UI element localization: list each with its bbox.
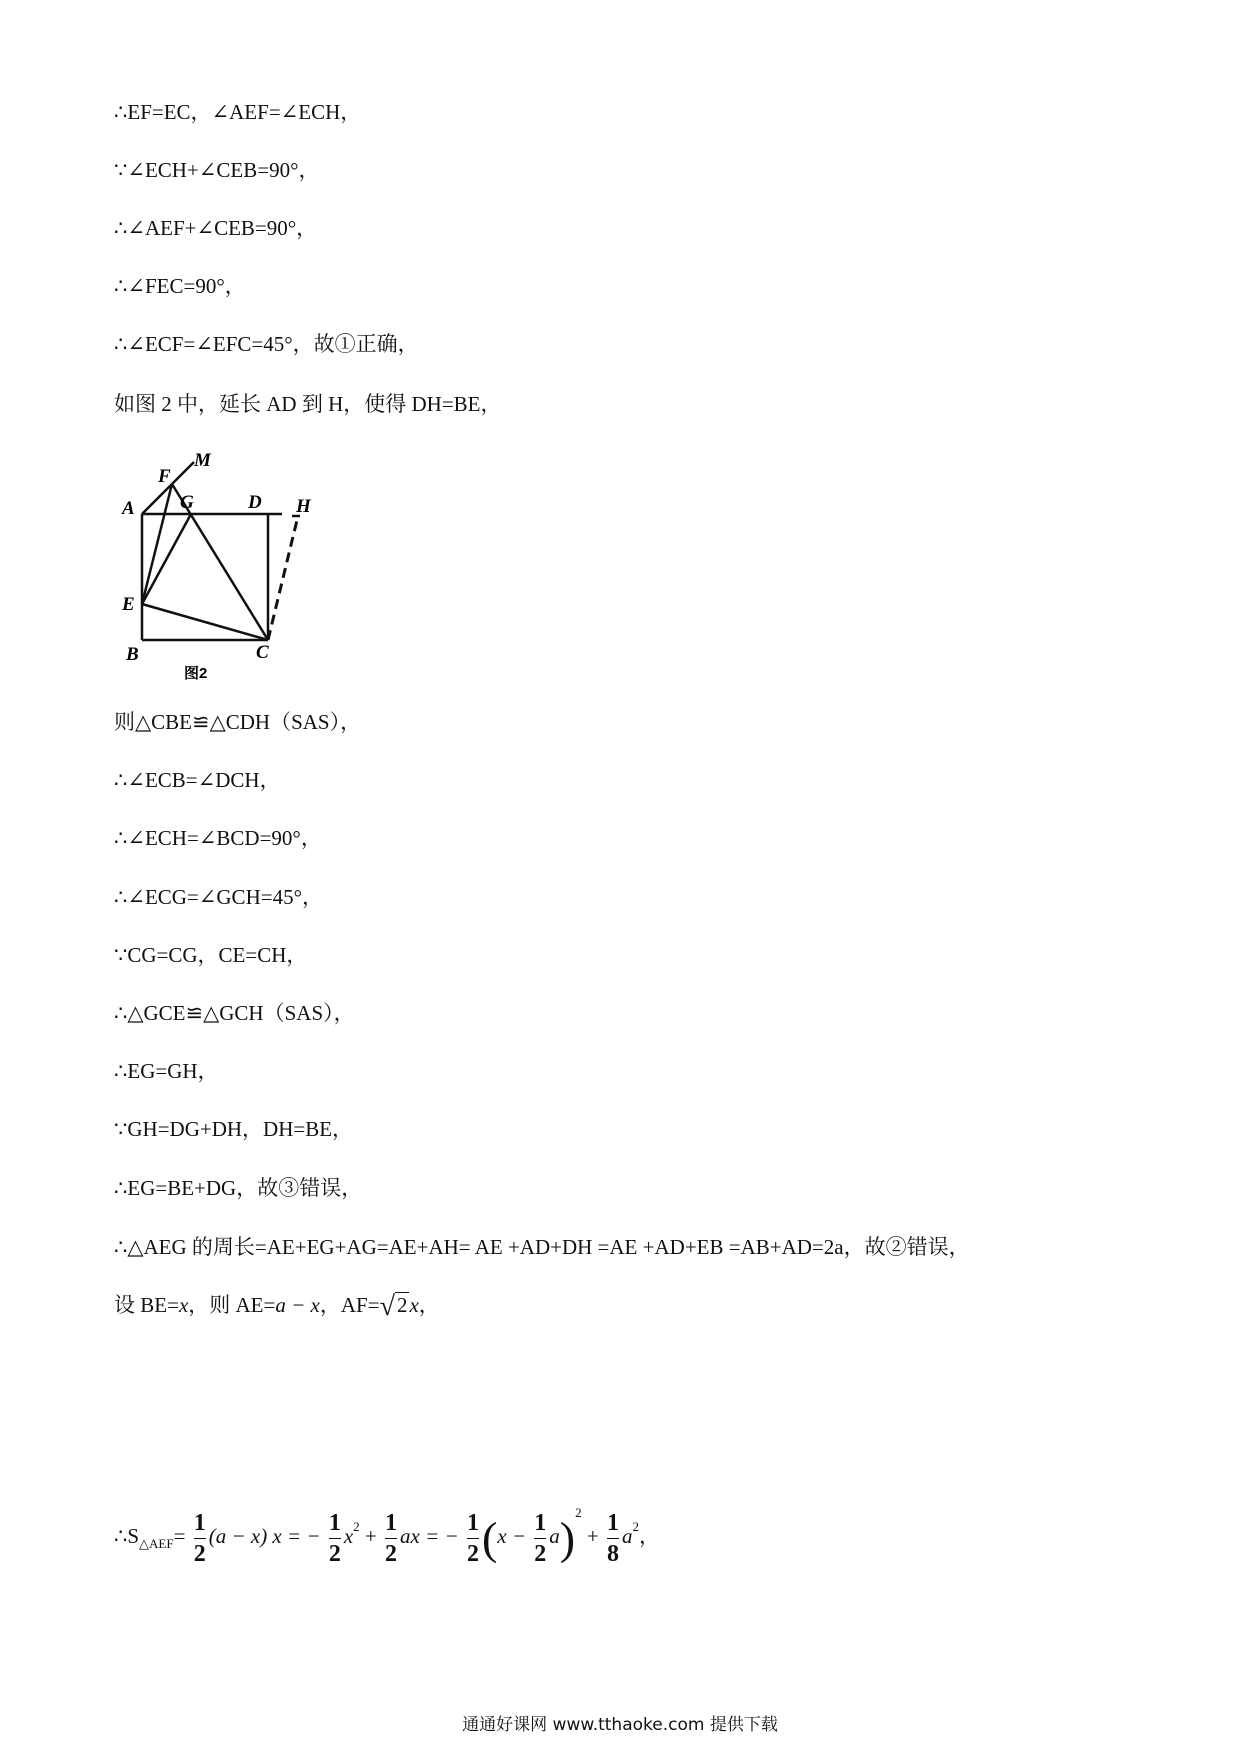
area-formula (114, 1505, 660, 1581)
proof-line-3: ∴∠AEF+∠CEB=90°， (114, 216, 318, 240)
den: 2 (328, 1540, 341, 1567)
label-h: H (296, 496, 311, 517)
fraction-half-4 (467, 1509, 479, 1568)
den: 8 (606, 1540, 619, 1567)
var-x: x (178, 1293, 189, 1317)
num: 1 (534, 1509, 547, 1536)
label-m: M (194, 450, 211, 471)
sqrt-two (380, 1291, 410, 1321)
set-suffix: ， (418, 1293, 440, 1317)
proof-line-13: ∴EG=GH， (114, 1059, 219, 1083)
label-b: B (126, 644, 139, 665)
proof-line-14: ∵GH=DG+DH，DH=BE， (114, 1117, 354, 1141)
formula-x-squared: x (343, 1524, 354, 1548)
af-var-x: x (409, 1293, 419, 1317)
set-prefix: 设 BE= (114, 1293, 179, 1317)
formula-ax: ax = − (400, 1524, 459, 1548)
af-label: ，AF= (319, 1293, 380, 1317)
proof-line-9: ∴∠ECH=∠BCD=90°， (114, 826, 322, 850)
formula-part1: (a − x) x = − (208, 1524, 321, 1548)
paren-open: ( (481, 1512, 498, 1564)
formula-lead: ∴S (114, 1524, 140, 1548)
radical-sign: √ (379, 1291, 395, 1323)
label-d: D (248, 492, 262, 513)
proof-line-10: ∴∠ECG=∠GCH=45°， (114, 885, 323, 909)
ae-expression: a − x (275, 1293, 320, 1317)
proof-line-15: ∴EG=BE+DG，故③错误， (114, 1176, 363, 1200)
proof-line-6: 如图 2 中，延长 AD 到 H，使得 DH=BE， (114, 392, 502, 416)
fraction-eighth (607, 1509, 619, 1568)
formula-a: a (549, 1524, 560, 1548)
formula-sub: △AEF (139, 1536, 174, 1552)
exponent: 2 (632, 1519, 639, 1534)
den: 2 (534, 1540, 547, 1567)
proof-line-4: ∴∠FEC=90°， (114, 274, 246, 298)
proof-line-12: ∴△GCE≌△GCH（SAS）， (114, 1001, 355, 1025)
formula-eq: = (173, 1524, 186, 1548)
proof-line-11: ∵CG=CG，CE=CH， (114, 943, 308, 967)
fraction-half-3 (385, 1509, 397, 1568)
den: 2 (193, 1540, 206, 1567)
formula-x-minus: x − (497, 1524, 527, 1548)
set-mid: ，则 AE= (188, 1293, 276, 1317)
formula-end: ， (638, 1524, 660, 1548)
den: 2 (466, 1540, 479, 1567)
fraction-half-2 (329, 1509, 341, 1568)
plus-sign-2: + (586, 1524, 599, 1548)
label-a: A (122, 498, 135, 519)
fraction-half-1 (194, 1509, 206, 1568)
proof-line-16: ∴△AEG 的周长=AE+EG+AG=AE+AH= AE +AD+DH =AE +AD+EB =AB+AD=2a，故②错误， (114, 1235, 970, 1259)
num: 1 (385, 1509, 398, 1536)
num: 1 (328, 1509, 341, 1536)
exponent: 2 (353, 1519, 360, 1534)
num: 1 (606, 1509, 619, 1536)
num: 1 (466, 1509, 479, 1536)
label-e: E (122, 594, 135, 615)
proof-line-1: ∴EF=EC，∠AEF=∠ECH， (114, 100, 362, 124)
proof-line-8: ∴∠ECB=∠DCH， (114, 768, 281, 792)
den: 2 (385, 1540, 398, 1567)
formula-a-squared: a (621, 1524, 633, 1548)
exponent: 2 (575, 1505, 582, 1520)
plus-sign: + (364, 1524, 377, 1548)
num: 1 (193, 1509, 206, 1536)
label-c: C (256, 642, 269, 663)
proof-line-5: ∴∠ECF=∠EFC=45°，故①正确， (114, 332, 419, 356)
sqrt-radicand: 2 (396, 1293, 408, 1317)
proof-line-2: ∵∠ECH+∠CEB=90°， (114, 158, 320, 182)
fraction-half-5 (534, 1509, 546, 1568)
label-f: F (158, 466, 171, 487)
set-variable-line (114, 1291, 440, 1321)
proof-line-7: 则△CBE≌△CDH（SAS）， (114, 710, 362, 734)
label-g: G (180, 492, 194, 513)
figure-caption: 图2 (184, 665, 208, 682)
paren-close: ) (559, 1512, 576, 1564)
page-footer: 通通好课网 www.tthaoke.com 提供下载 (462, 1715, 778, 1735)
